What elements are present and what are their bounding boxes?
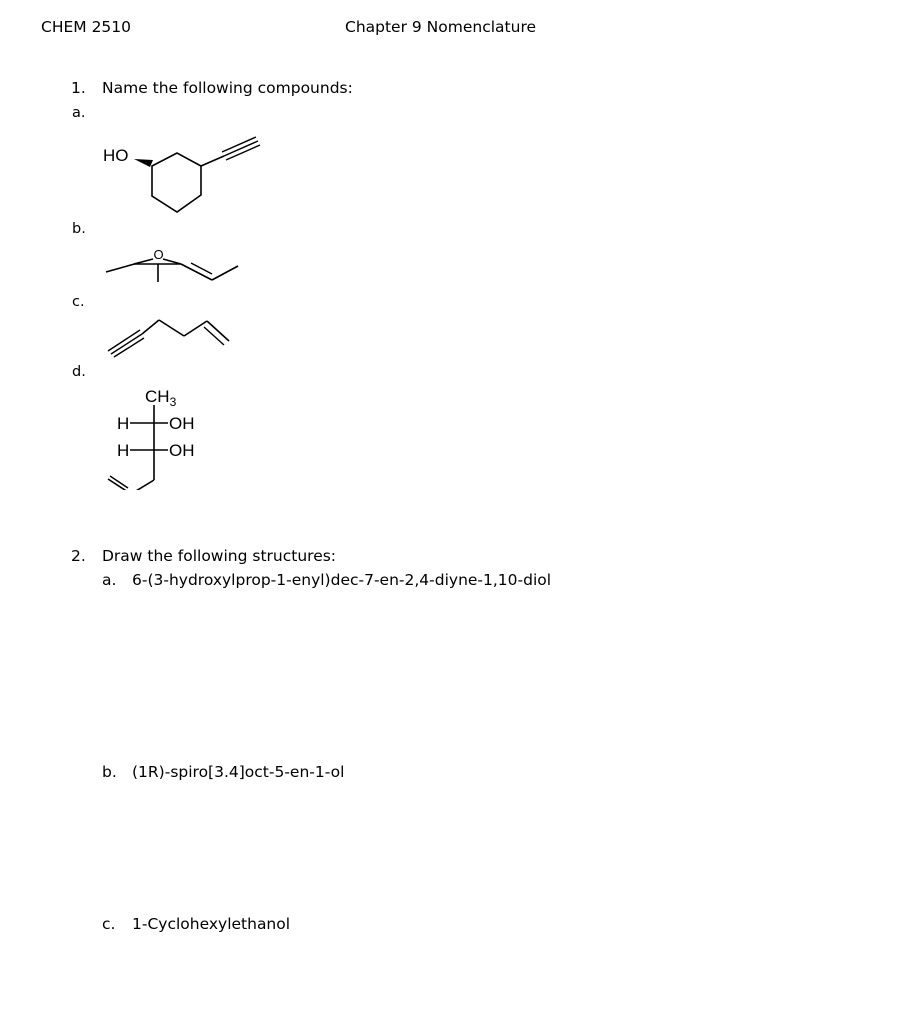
- oh-label-top: OH: [169, 414, 195, 433]
- ho-label: HO: [103, 146, 129, 165]
- q1b-label: b.: [72, 221, 86, 237]
- q2a-label: a.: [102, 571, 117, 589]
- q2b-text: (1R)-spiro[3.4]oct-5-en-1-ol: [132, 763, 345, 781]
- oh-label-bottom: OH: [169, 441, 195, 460]
- ch3-label: $CH_3$: [145, 387, 177, 409]
- q2b-label: b.: [102, 763, 117, 781]
- q2c-label: c.: [102, 915, 116, 933]
- q1b-structure: [100, 240, 245, 285]
- h-label-top: H: [117, 414, 130, 433]
- q1a-label: a.: [72, 105, 86, 121]
- q2-number: 2.: [71, 547, 86, 565]
- q2-prompt: Draw the following structures:: [102, 547, 337, 565]
- triple-bond: [222, 137, 260, 160]
- q1d-label: d.: [72, 364, 86, 380]
- q1c-label: c.: [72, 294, 85, 310]
- q1-number: 1.: [71, 79, 86, 97]
- course-code: CHEM 2510: [41, 18, 132, 36]
- q1a-structure: [95, 125, 275, 220]
- chapter-title: Chapter 9 Nomenclature: [345, 18, 537, 36]
- triple-bond: [108, 330, 144, 357]
- cyclohexane-ring: [152, 153, 201, 212]
- h-label-bottom: H: [117, 441, 130, 460]
- q2c-text: 1-Cyclohexylethanol: [132, 915, 291, 933]
- q1c-structure: [100, 308, 235, 358]
- wedge-bond: [134, 159, 153, 167]
- oxygen-label: O: [153, 247, 164, 262]
- q1d-fischer-projection: [100, 380, 210, 490]
- q2a-text: 6-(3-hydroxylprop-1-enyl)dec-7-en-2,4-diyne-1,10-diol: [132, 571, 552, 589]
- q1-prompt: Name the following compounds:: [102, 79, 353, 97]
